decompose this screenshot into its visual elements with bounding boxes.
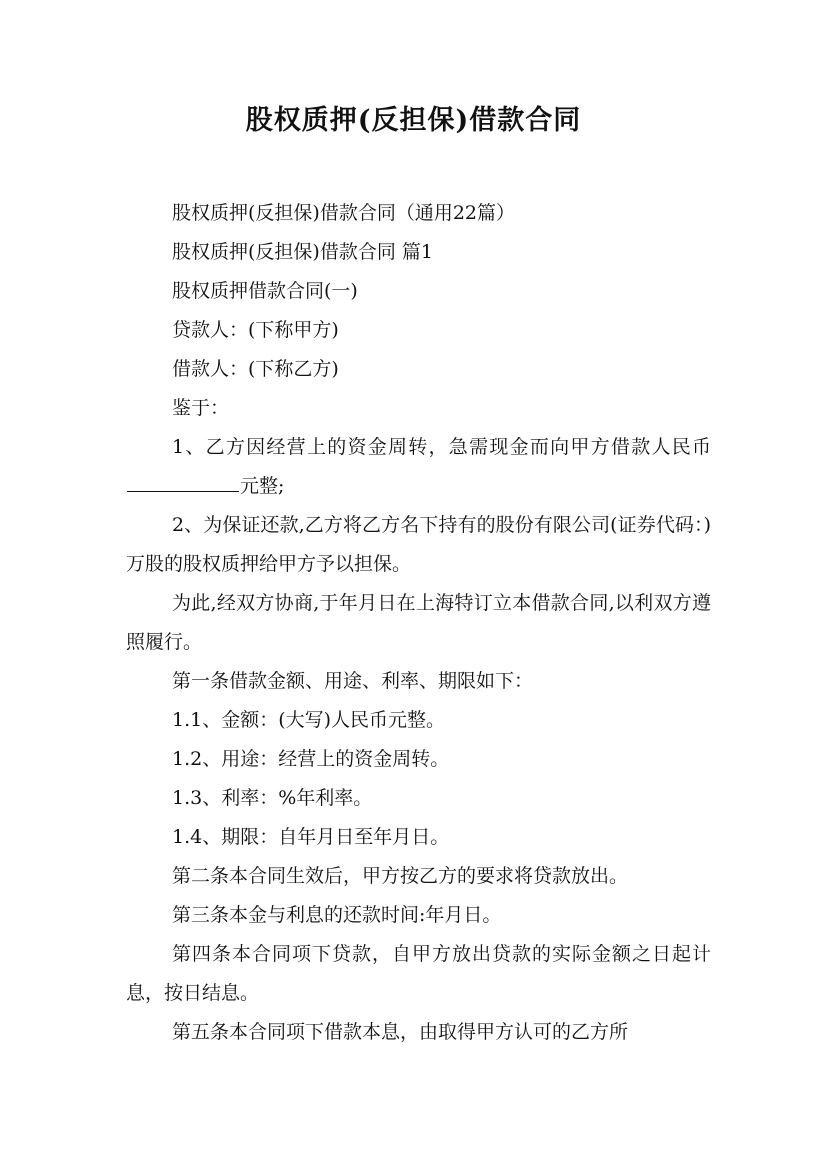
paragraph-article-4: 第四条本合同项下贷款，自甲方放出贷款的实际金额之日起计息，按日结息。 (126, 943, 711, 1004)
paragraph-item-1-3: 1.3、利率：%年利率。 (172, 787, 373, 809)
paragraph-borrower: 借款人：(下称乙方) (172, 358, 339, 380)
clause-1-suffix: 元整; (240, 475, 285, 497)
paragraph-clause-2: 2、为保证还款,乙方将乙方名下持有的股份有限公司(证券代码：)万股的股权质押给甲方予以担保。 (126, 514, 711, 575)
paragraph-article-2: 第二条本合同生效后，甲方按乙方的要求将贷款放出。 (172, 865, 629, 887)
paragraph-item-1-1: 1.1、金额：(大写)人民币元整。 (172, 709, 446, 731)
paragraph-item-1-2: 1.2、用途：经营上的资金周转。 (172, 748, 450, 770)
paragraph-lender: 贷款人：(下称甲方) (172, 319, 339, 341)
clause-1-text: 1、乙方因经营上的资金周转，急需现金而向甲方借款人民币 (172, 436, 711, 458)
paragraph-whereas: 鉴于： (172, 397, 230, 419)
paragraph-article-3: 第三条本金与利息的还款时间:年月日。 (172, 904, 502, 926)
paragraph-article-5: 第五条本合同项下借款本息，由取得甲方认可的乙方所 (172, 1021, 629, 1043)
document-body (126, 194, 711, 1052)
paragraph-item-1-4: 1.4、期限：自年月日至年月日。 (172, 826, 450, 848)
paragraph-article-1: 第一条借款金额、用途、利率、期限如下： (172, 670, 534, 692)
document-title: 股权质押(反担保)借款合同 (245, 105, 582, 136)
paragraph-agreement: 为此,经双方协商,于年月日在上海特订立本借款合同,以利双方遵照履行。 (126, 592, 711, 653)
amount-blank-line (127, 473, 239, 492)
paragraph-clause-1 (126, 428, 711, 506)
paragraph-subtitle: 股权质押(反担保)借款合同（通用22篇） (172, 202, 516, 224)
paragraph-section-heading: 股权质押(反担保)借款合同 篇1 (172, 241, 433, 263)
paragraph-contract-name: 股权质押借款合同(一) (172, 280, 358, 302)
